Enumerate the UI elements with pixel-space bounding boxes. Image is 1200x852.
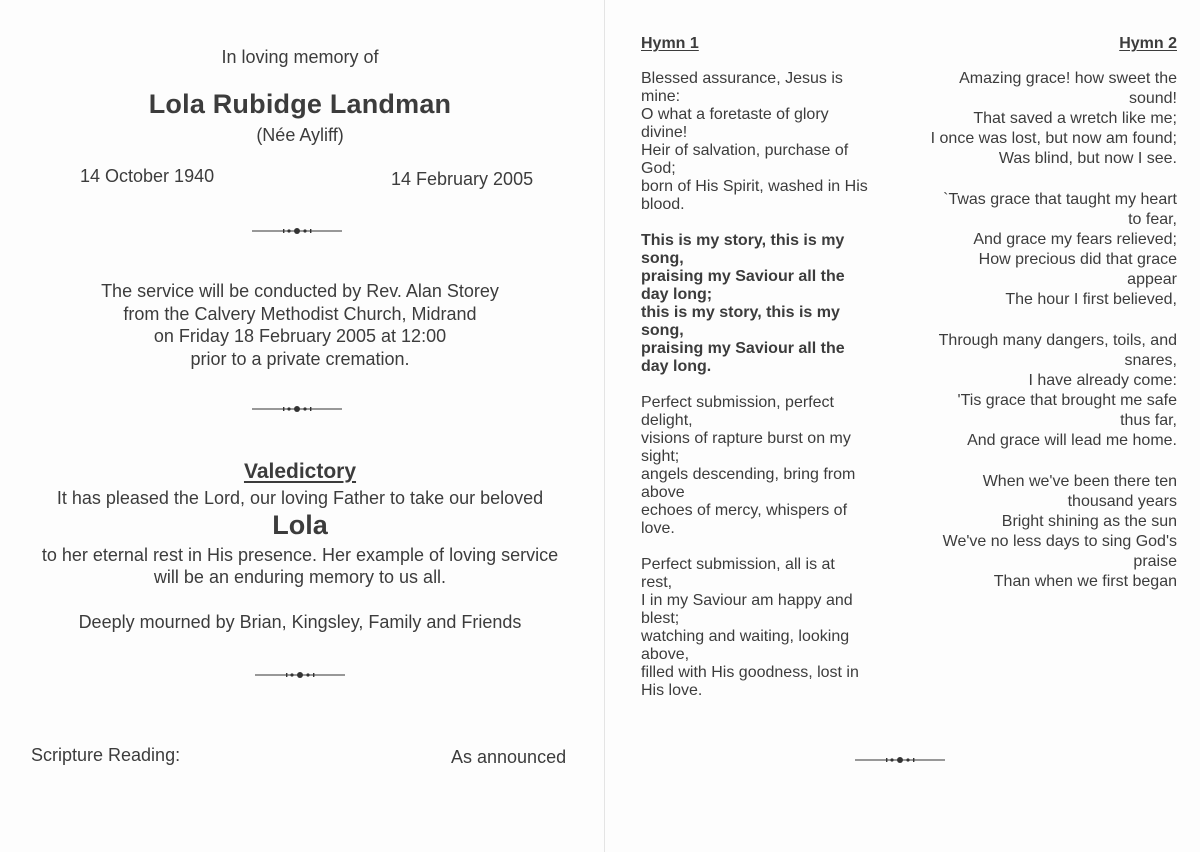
hymn-1-verse — [641, 70, 891, 214]
hymn-line: born of His Spirit, washed in His — [641, 178, 868, 195]
hymn-line: His love. — [641, 682, 703, 699]
valedictory-name: Lola — [272, 510, 328, 540]
hymn-line: And grace will lead me home. — [967, 432, 1177, 449]
hymn-line: Was blind, but now I see. — [998, 150, 1177, 167]
hymn-line: watching and waiting, looking — [641, 628, 850, 645]
hymn-line: divine! — [641, 124, 688, 141]
service-line: on Friday 18 February 2005 at 12:00 — [153, 326, 447, 346]
hymn-1-verse — [641, 556, 891, 700]
deceased-name: Lola Rubidge Landman — [148, 89, 452, 119]
hymn-line: Blessed assurance, Jesus is — [641, 70, 843, 87]
hymn-line: Perfect submission, all is at — [641, 556, 835, 573]
hymn-line: I in my Saviour am happy and — [641, 592, 853, 609]
service-line: prior to a private cremation. — [190, 348, 410, 369]
hymn-line: day long. — [641, 358, 712, 375]
hymn-line: How precious did that grace — [978, 251, 1177, 268]
hymn-line: Bright shining as the sun — [1001, 513, 1177, 530]
hymn-line: Perfect submission, perfect — [641, 394, 834, 411]
ornament-divider — [252, 226, 342, 236]
hymn-line: We've no less days to sing God's — [942, 533, 1177, 550]
hymn-line: love. — [641, 520, 675, 537]
valedictory-heading: Valedictory — [243, 460, 357, 483]
birth-date: 14 October 1940 — [80, 166, 215, 186]
hymn-line: filled with His goodness, lost in — [641, 664, 859, 681]
scripture-label: Scripture Reading: — [31, 745, 181, 765]
hymn-line: O what a foretaste of glory — [641, 106, 829, 123]
maiden-name: (Née Ayliff) — [256, 125, 344, 145]
hymn-line: blest; — [641, 610, 680, 627]
ornament-divider — [252, 404, 342, 414]
death-date: 14 February 2005 — [391, 169, 534, 189]
page-fold — [604, 0, 605, 852]
hymn-line: The hour I first believed, — [1005, 291, 1177, 308]
valedictory-line-1: It has pleased the Lord, our loving Father to take our beloved — [56, 488, 544, 508]
hymn-line: Than when we first began — [993, 573, 1177, 590]
hymn-line: `Twas grace that taught my heart — [943, 191, 1177, 208]
hymn-line: Through many dangers, toils, and — [938, 332, 1177, 349]
hymn-line: Amazing grace! how sweet the — [959, 70, 1177, 87]
hymn-line: song, — [641, 322, 684, 339]
hymn-line: echoes of mercy, whispers of — [641, 502, 848, 519]
hymn-line: mine: — [641, 88, 681, 105]
service-line: from the Calvery Methodist Church, Midrand — [123, 303, 477, 324]
hymn-line: I once was lost, but now am found; — [930, 130, 1177, 147]
hymn-line: Heir of salvation, purchase of — [641, 142, 849, 159]
memory-heading: In loving memory of — [221, 47, 379, 67]
hymn-line: sight; — [641, 448, 680, 465]
hymn-line: this is my story, this is my — [641, 304, 840, 321]
hymn-line: thousand years — [1067, 493, 1177, 510]
mourned-by: Deeply mourned by Brian, Kingsley, Family and Friends — [78, 612, 522, 632]
valedictory-line-3: will be an enduring memory to us all. — [153, 567, 447, 587]
hymn-line: I have already come: — [1028, 372, 1177, 389]
hymn-line: blood. — [641, 196, 685, 213]
hymn-line: snares, — [1124, 352, 1177, 369]
hymn-line: song, — [641, 250, 684, 267]
hymn-line: praising my Saviour all the — [641, 340, 845, 357]
hymn-line: angels descending, bring from — [641, 466, 856, 483]
hymn-line: praising my Saviour all the — [641, 268, 845, 285]
hymn-2-verse — [887, 69, 1177, 169]
hymn-line: sound! — [1128, 90, 1177, 107]
hymn-1-verse — [641, 394, 891, 538]
hymn-line: And grace my fears relieved; — [973, 231, 1177, 248]
hymn-2-verse — [887, 190, 1177, 310]
hymn-2-verse — [887, 331, 1177, 451]
hymn-line: This is my story, this is my — [641, 232, 845, 249]
hymn-line: visions of rapture burst on my — [641, 430, 851, 447]
hymn-line: rest, — [641, 574, 673, 591]
service-line: The service will be conducted by Rev. Alan Storey — [101, 281, 499, 301]
hymn-line: 'Tis grace that brought me safe — [957, 392, 1177, 409]
valedictory-line-2: to her eternal rest in His presence. Her example of loving service — [41, 545, 559, 565]
hymn-line: praise — [1133, 553, 1177, 570]
hymn-line: day long; — [641, 286, 713, 303]
hymn-line: delight, — [641, 412, 693, 429]
hymn-1-text — [641, 70, 891, 718]
hymn-line: God; — [641, 160, 676, 177]
hymn-1-chorus — [641, 232, 891, 376]
hymn-line: to fear, — [1128, 211, 1177, 228]
hymn-line: appear — [1127, 271, 1177, 288]
hymn-2-title: Hymn 2 — [1119, 35, 1177, 52]
ornament-divider — [855, 755, 945, 765]
hymn-1-title: Hymn 1 — [641, 35, 699, 52]
hymn-2-verse — [887, 472, 1177, 592]
hymn-line: above — [641, 484, 685, 501]
hymn-line: When we've been there ten — [982, 473, 1177, 490]
ornament-divider — [255, 670, 345, 680]
hymn-line: That saved a wretch like me; — [973, 110, 1177, 127]
scripture-value: As announced — [451, 747, 567, 767]
hymn-line: above, — [641, 646, 690, 663]
hymn-2-text — [887, 69, 1177, 613]
hymn-line: thus far, — [1120, 412, 1177, 429]
service-details — [50, 280, 550, 370]
